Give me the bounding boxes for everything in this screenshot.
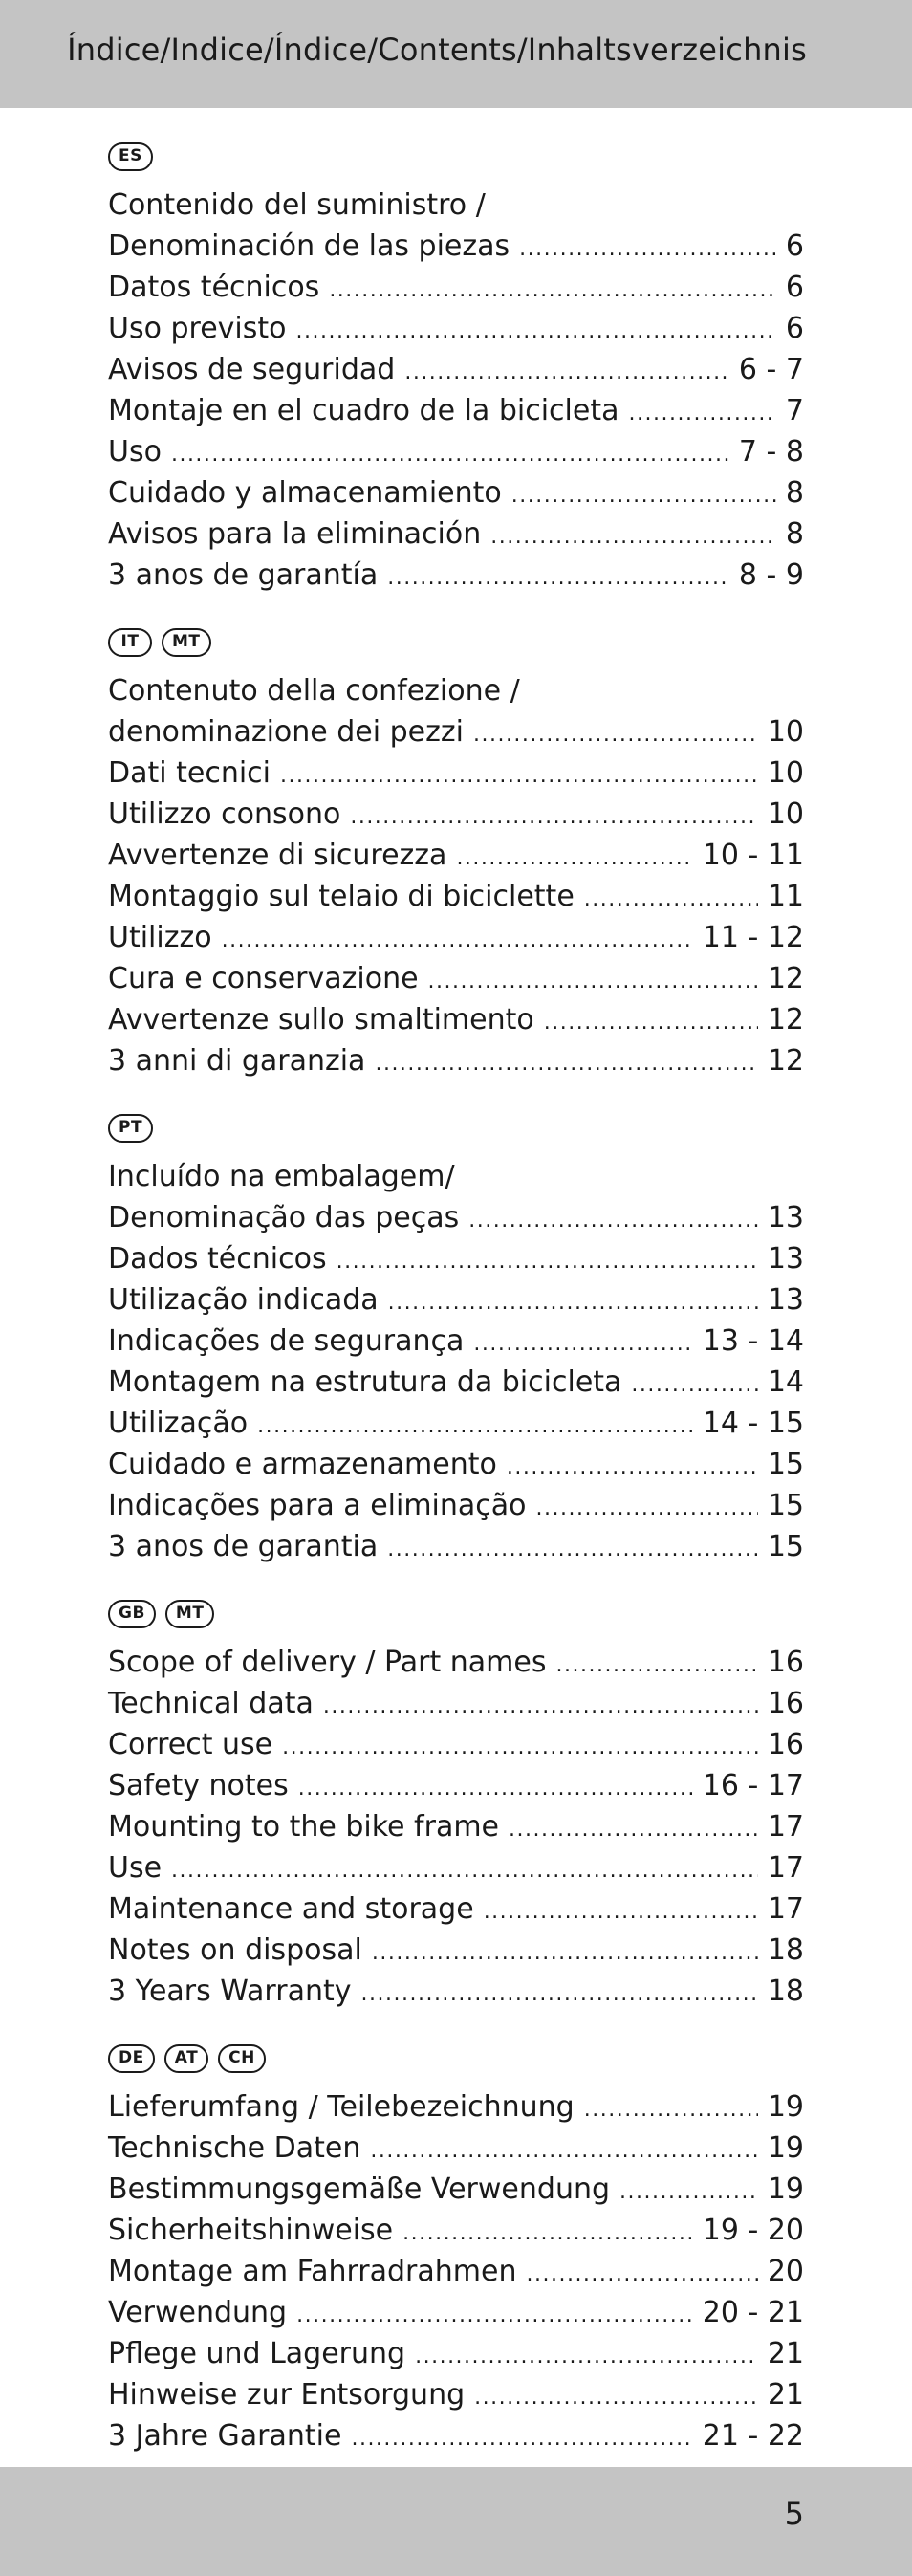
language-badge: GB [108,1600,156,1628]
toc-leader-dots [629,390,776,434]
toc-entry-page: 19 [767,2172,804,2206]
toc-entry-title: Avisos para la eliminación [108,517,482,551]
toc-entry[interactable] [108,999,804,1040]
toc-leader-dots [631,1362,757,1406]
language-badge: ES [108,142,153,171]
toc-leader-dots [298,1765,693,1809]
toc-entry[interactable] [108,513,804,555]
page-title: Índice/Indice/Índice/Contents/Inhaltsverzeichnis [67,32,807,68]
toc-leader-dots [222,917,693,961]
toc-entry-page: 15 [767,1448,804,1481]
toc-entry-page: 19 [767,2131,804,2165]
toc-entry-page: 17 [767,1892,804,1926]
toc-leader-dots [361,1971,758,2015]
toc-entry-page: 16 - 17 [702,1769,804,1802]
toc-leader-dots [370,2128,757,2172]
toc-entry-page: 13 [767,1283,804,1317]
toc-entry-title: 3 anos de garantia [108,1530,379,1563]
toc-entry-title: Incluído na embalagem/ [108,1160,455,1193]
toc-entry[interactable] [108,917,804,958]
toc-entry-title: Datos técnicos [108,271,320,304]
toc-leader-dots [171,1847,758,1891]
toc-leader-dots [474,2374,758,2418]
toc-entry-page: 8 [785,476,804,510]
toc-leader-dots [511,472,776,516]
toc-leader-dots [428,958,758,1002]
toc-entry[interactable] [108,1279,804,1321]
toc-entry-title: Dados técnicos [108,1242,327,1276]
toc-entry[interactable] [108,1238,804,1279]
toc-entry-title: Cura e conservazione [108,962,419,995]
toc-leader-dots [257,1403,693,1447]
toc-entry[interactable] [108,2415,804,2456]
toc-entry-page: 11 [767,880,804,913]
toc-entry[interactable] [108,2251,804,2292]
toc-leader-dots [456,835,692,879]
toc-entry-title: Pflege und Lagerung [108,2337,406,2370]
toc-entry-page: 6 [785,229,804,263]
toc-entry-page: 17 [767,1851,804,1885]
toc-leader-dots [280,753,758,797]
toc-leader-dots [387,555,729,599]
toc-leader-dots [526,2251,757,2295]
toc-entry[interactable] [108,2210,804,2251]
toc-leader-dots [351,2415,692,2459]
toc-entry-page: 8 - 9 [738,558,804,592]
language-badge: MT [162,628,211,657]
toc-leader-dots [296,2292,693,2336]
language-badges [108,1108,804,1148]
toc-leader-dots [375,1040,757,1084]
toc-entry[interactable] [108,185,804,226]
toc-entry-page: 8 [785,517,804,551]
toc-entry[interactable] [108,2333,804,2374]
toc-entry[interactable] [108,1888,804,1930]
toc-entry[interactable] [108,876,804,917]
toc-leader-dots [473,711,758,755]
toc-entry-page: 10 [767,715,804,749]
toc-entry-page: 10 [767,756,804,790]
toc-entry-title: Maintenance and storage [108,1892,474,1926]
toc-entry-title: Utilizzo consono [108,797,341,831]
toc-entry-title: Montagem na estrutura da bicicleta [108,1365,622,1399]
toc-entry[interactable] [108,794,804,835]
toc-entry-title: denominazione dei pezzi [108,715,464,749]
toc-entry-title: Uso previsto [108,312,287,345]
language-badges [108,1594,804,1634]
toc-entry-page: 16 [767,1646,804,1679]
toc-leader-dots [387,1526,758,1570]
toc-entry-title: 3 anos de garantía [108,558,379,592]
toc-entry[interactable] [108,1156,804,1197]
toc-leader-dots [536,1485,758,1529]
toc-entry-title: 3 Years Warranty [108,1975,352,2008]
toc-entry-page: 12 [767,1003,804,1037]
toc-entry-title: Denominação das peças [108,1201,460,1234]
toc-entry-page: 12 [767,962,804,995]
toc-entry-title: Mounting to the bike frame [108,1810,500,1844]
toc-entry-page: 21 - 22 [702,2419,804,2453]
toc-leader-dots [282,1724,758,1768]
toc-leader-dots [519,226,776,270]
toc-entry-title: Technical data [108,1687,314,1720]
toc-entry[interactable] [108,267,804,308]
toc-leader-dots [372,1930,758,1974]
toc-entry[interactable] [108,349,804,390]
toc-entry[interactable] [108,1847,804,1888]
toc-leader-dots [404,349,729,393]
toc-entry-title: Avisos de seguridad [108,353,396,386]
toc-entry-page: 17 [767,1810,804,1844]
toc-entry[interactable] [108,1321,804,1362]
toc-entry[interactable] [108,1724,804,1765]
toc-entry[interactable] [108,1971,804,2012]
language-badges [108,137,804,177]
toc-entry-page: 6 [785,271,804,304]
toc-entry[interactable] [108,670,804,711]
language-badges [108,2039,804,2079]
toc-entry[interactable] [108,1930,804,1971]
toc-entry-page: 13 - 14 [702,1324,804,1358]
toc-leader-dots [337,1238,758,1282]
toc-entry-page: 6 [785,312,804,345]
toc-entry[interactable] [108,226,804,267]
toc-entry[interactable] [108,1444,804,1485]
toc-entry-title: Bestimmungsgemäße Verwendung [108,2172,611,2206]
toc-leader-dots [584,2086,758,2130]
toc-entry-page: 14 - 15 [702,1407,804,1440]
language-badge: AT [164,2044,208,2073]
toc-entry[interactable] [108,472,804,513]
toc-entry[interactable] [108,308,804,349]
toc-entry-page: 16 [767,1687,804,1720]
toc-leader-dots [402,2210,693,2254]
toc-entry-title: Uso [108,435,162,469]
toc-entry[interactable] [108,958,804,999]
toc-entry-page: 10 - 11 [702,839,804,872]
page-header [0,0,912,108]
toc-entry-title: Avvertenze sullo smaltimento [108,1003,534,1037]
toc-leader-dots [415,2333,758,2377]
toc-entry-title: Denominación de las piezas [108,229,510,263]
toc-entry-title: Utilizzo [108,921,212,954]
toc-entry-title: Dati tecnici [108,756,271,790]
toc-entry[interactable] [108,390,804,431]
language-badge: IT [108,628,152,657]
section-spacer [108,2012,804,2039]
toc-entry-page: 7 [785,394,804,427]
toc-entry[interactable] [108,1040,804,1081]
toc-entry[interactable] [108,1526,804,1567]
toc-leader-dots [556,1642,758,1686]
toc-leader-dots [584,876,758,920]
toc-entry-page: 7 - 8 [738,435,804,469]
toc-entry-title: Indicações para a eliminação [108,1489,527,1522]
toc-entry[interactable] [108,1806,804,1847]
toc-entry-title: Contenido del suministro / [108,188,486,222]
toc-entry-title: Safety notes [108,1769,289,1802]
toc-entry-title: 3 anni di garanzia [108,1044,366,1078]
language-badge: DE [108,2044,155,2073]
page-number: 5 [784,2496,804,2532]
toc-entry-title: Use [108,1851,163,1885]
toc-entry[interactable] [108,711,804,753]
section-spacer [108,1567,804,1594]
toc-entry-page: 11 - 12 [702,921,804,954]
toc-entry-page: 14 [767,1365,804,1399]
language-badges [108,622,804,663]
toc-entry-title: 3 Jahre Garantie [108,2419,342,2453]
toc-entry[interactable] [108,1403,804,1444]
toc-entry-title: Montaje en el cuadro de la bicicleta [108,394,619,427]
language-badge: PT [108,1114,153,1143]
toc-entry-title: Sicherheitshinweise [108,2214,394,2247]
toc-leader-dots [350,794,757,838]
toc-entry-page: 15 [767,1489,804,1522]
toc-entry-page: 13 [767,1201,804,1234]
toc-entry[interactable] [108,2374,804,2415]
toc-entry[interactable] [108,2128,804,2169]
toc-leader-dots [484,1888,758,1932]
toc-entry[interactable] [108,555,804,596]
toc-entry-title: Verwendung [108,2296,288,2329]
toc-leader-dots [509,1806,758,1850]
toc-leader-dots [468,1197,758,1241]
toc-leader-dots [473,1321,692,1364]
language-badge: CH [218,2044,266,2073]
table-of-contents [108,137,804,2456]
toc-leader-dots [507,1444,758,1488]
toc-entry-page: 15 [767,1530,804,1563]
toc-entry-title: Indicações de segurança [108,1324,465,1358]
toc-entry[interactable] [108,2169,804,2210]
toc-entry[interactable] [108,2292,804,2333]
toc-entry[interactable] [108,2086,804,2128]
toc-entry-title: Correct use [108,1728,273,1761]
toc-section [108,1108,804,1567]
toc-entry-page: 12 [767,1044,804,1078]
toc-leader-dots [323,1683,758,1727]
toc-entry-page: 18 [767,1975,804,2008]
toc-entry-title: Technische Daten [108,2131,361,2165]
toc-entry-title: Notes on disposal [108,1933,362,1967]
toc-entry-page: 20 - 21 [702,2296,804,2329]
toc-entry-title: Contenuto della confezione / [108,674,520,708]
toc-entry-title: Cuidado y almacenamiento [108,476,502,510]
toc-entry-page: 21 [767,2378,804,2412]
toc-leader-dots [296,308,776,352]
toc-entry[interactable] [108,1683,804,1724]
toc-entry-title: Utilização indicada [108,1283,379,1317]
section-spacer [108,596,804,622]
toc-entry[interactable] [108,1642,804,1683]
toc-entry[interactable] [108,1197,804,1238]
toc-leader-dots [329,267,776,311]
toc-entry-page: 19 - 20 [702,2214,804,2247]
language-badge: MT [165,1600,215,1628]
toc-entry[interactable] [108,835,804,876]
toc-entry[interactable] [108,753,804,794]
toc-leader-dots [388,1279,758,1323]
toc-entry[interactable] [108,1362,804,1403]
toc-entry-page: 20 [767,2255,804,2288]
toc-entry-page: 21 [767,2337,804,2370]
toc-entry-page: 6 - 7 [738,353,804,386]
toc-entry-title: Avvertenze di sicurezza [108,839,447,872]
toc-section [108,622,804,1081]
toc-entry[interactable] [108,431,804,472]
toc-leader-dots [490,513,776,557]
toc-entry-title: Hinweise zur Entsorgung [108,2378,466,2412]
toc-section [108,2039,804,2456]
toc-entry-title: Lieferumfang / Teilebezeichnung [108,2090,575,2124]
toc-entry-title: Montage am Fahrradrahmen [108,2255,517,2288]
toc-entry[interactable] [108,1765,804,1806]
toc-entry[interactable] [108,1485,804,1526]
toc-leader-dots [544,999,758,1043]
page-footer [0,2467,912,2576]
section-spacer [108,1081,804,1108]
toc-entry-title: Scope of delivery / Part names [108,1646,547,1679]
toc-section [108,137,804,596]
toc-entry-page: 19 [767,2090,804,2124]
toc-entry-page: 10 [767,797,804,831]
toc-leader-dots [171,431,729,475]
toc-entry-title: Montaggio sul telaio di biciclette [108,880,575,913]
toc-entry-page: 16 [767,1728,804,1761]
toc-section [108,1594,804,2012]
toc-entry-page: 18 [767,1933,804,1967]
toc-entry-title: Utilização [108,1407,249,1440]
toc-entry-page: 13 [767,1242,804,1276]
toc-leader-dots [619,2169,758,2213]
toc-entry-title: Cuidado e armazenamento [108,1448,497,1481]
